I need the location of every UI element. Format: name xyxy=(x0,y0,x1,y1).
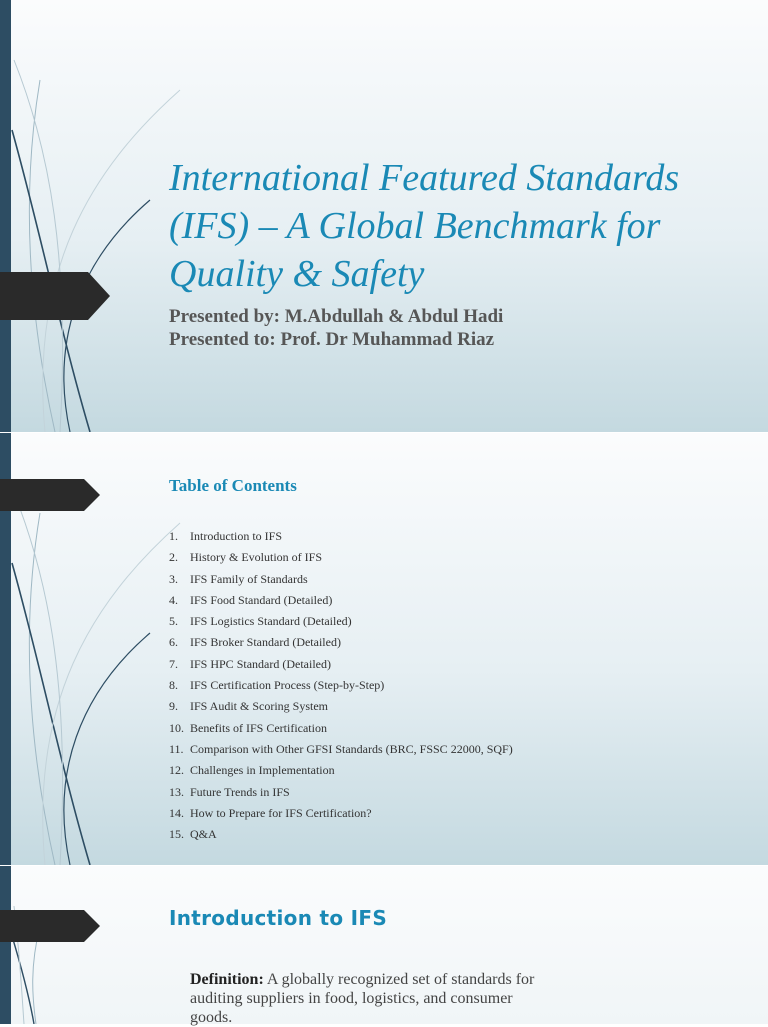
definition-label: Definition: xyxy=(190,971,264,988)
toc-item xyxy=(169,803,513,824)
toc-item xyxy=(169,782,513,803)
toc-list xyxy=(169,526,513,845)
toc-item-label: IFS Family of Standards xyxy=(190,571,308,586)
toc-item-label: History & Evolution of IFS xyxy=(190,550,323,565)
slide-title xyxy=(0,0,768,432)
toc-item-number: 5. xyxy=(169,614,178,629)
definition-paragraph xyxy=(190,970,550,1027)
toc-item xyxy=(169,824,513,845)
toc-item xyxy=(169,718,513,739)
toc-item xyxy=(169,547,513,568)
toc-item-label: IFS Audit & Scoring System xyxy=(190,699,329,714)
toc-item-number: 2. xyxy=(169,550,178,565)
intro-heading: Introduction to IFS xyxy=(169,906,388,930)
toc-item xyxy=(169,696,513,717)
toc-item xyxy=(169,526,513,547)
toc-item-label: IFS Logistics Standard (Detailed) xyxy=(190,614,352,629)
toc-item-label: Introduction to IFS xyxy=(190,529,282,543)
presenter-info xyxy=(169,305,503,351)
toc-item-label: How to Prepare for IFS Certification? xyxy=(190,805,372,820)
toc-item-label: IFS Food Standard (Detailed) xyxy=(190,592,333,607)
toc-item-number: 7. xyxy=(169,656,178,671)
slide-arrow-tab xyxy=(0,272,110,320)
toc-item-label: IFS HPC Standard (Detailed) xyxy=(190,656,331,671)
toc-item-number: 14. xyxy=(169,805,184,820)
toc-item-number: 12. xyxy=(169,763,184,778)
toc-item-number: 4. xyxy=(169,592,178,607)
toc-item-label: IFS Certification Process (Step-by-Step) xyxy=(190,678,385,693)
toc-heading: Table of Contents xyxy=(169,476,297,495)
toc-item-label: Future Trends in IFS xyxy=(190,784,290,799)
toc-item-label: Challenges in Implementation xyxy=(190,763,335,778)
toc-item-number: 1. xyxy=(169,529,178,543)
toc-item xyxy=(169,632,513,653)
presentation-title: International Featured Standards (IFS) – A Global Benchmark for Quality & Safety xyxy=(169,157,680,295)
toc-item xyxy=(169,675,513,696)
toc-item-number: 13. xyxy=(169,784,184,799)
toc-item-number: 6. xyxy=(169,635,178,650)
toc-item xyxy=(169,569,513,590)
presented-to: Presented to: Prof. Dr Muhammad Riaz xyxy=(169,329,495,350)
toc-item-number: 10. xyxy=(169,720,184,735)
toc-item xyxy=(169,739,513,760)
toc-item-label: Benefits of IFS Certification xyxy=(190,720,327,735)
toc-item xyxy=(169,654,513,675)
definition-text: A globally recognized set of standards for auditing suppliers in food, logistics, and consumer goods. xyxy=(190,971,535,1026)
toc-item-label: IFS Broker Standard (Detailed) xyxy=(190,635,341,650)
toc-item xyxy=(169,611,513,632)
decorative-curves xyxy=(0,866,220,1024)
slide-arrow-tab xyxy=(0,479,100,511)
presented-by: Presented by: M.Abdullah & Abdul Hadi xyxy=(169,306,504,327)
toc-item-number: 3. xyxy=(169,571,178,586)
toc-item-label: Q&A xyxy=(190,827,217,842)
toc-item xyxy=(169,760,513,781)
slide-arrow-tab xyxy=(0,910,100,942)
toc-item-number: 9. xyxy=(169,699,178,714)
toc-item-number: 11. xyxy=(169,741,184,756)
toc-item-number: 8. xyxy=(169,678,178,693)
toc-item xyxy=(169,590,513,611)
toc-item-label: Comparison with Other GFSI Standards (BRC, FSSC 22000, SQF) xyxy=(190,741,513,756)
toc-item-number: 15. xyxy=(169,827,184,842)
